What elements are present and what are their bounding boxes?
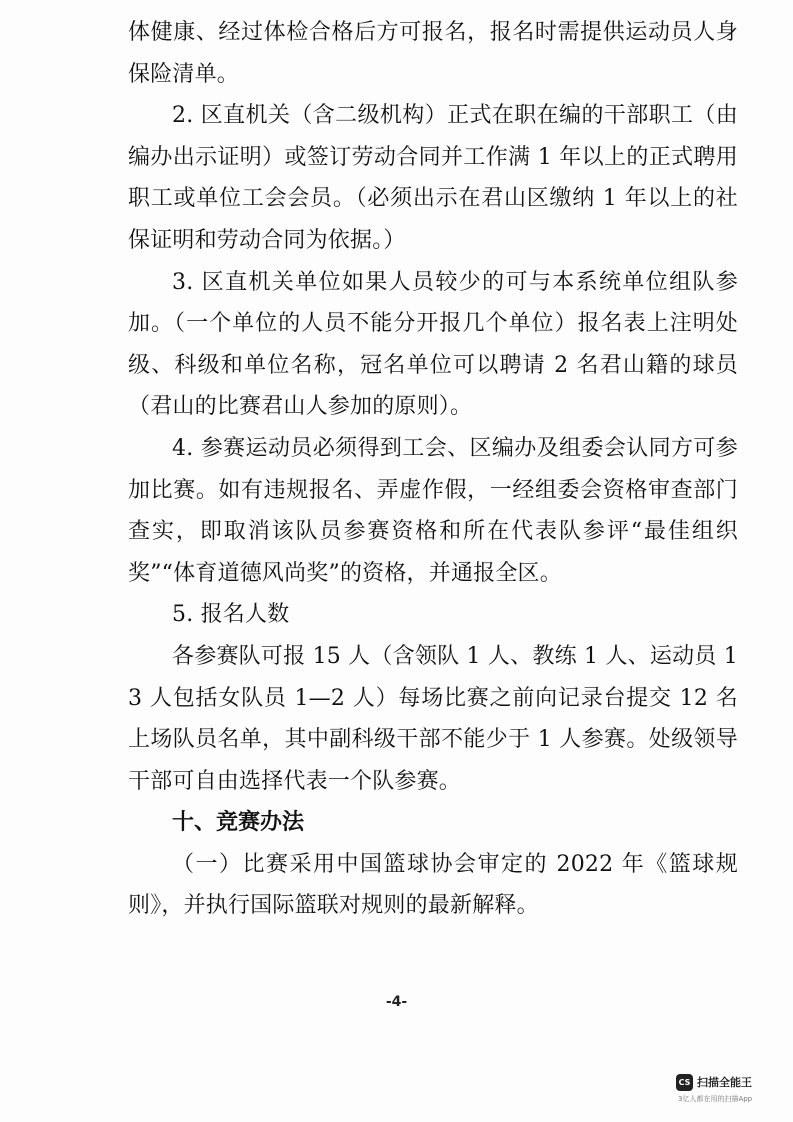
paragraph-registration-count: 各参赛队可报 15 人（含领队 1 人、教练 1 人、运动员 13 人包括女队员 1—2 人）每场比赛之前向记录台提交 12 名上场队员名单，其中副科级干部不能少于 1 人参赛。处级领导干部可自由选择代表一个队参赛。 <box>128 643 738 794</box>
camscanner-logo-icon: CS <box>676 1074 693 1091</box>
document-body <box>128 12 738 927</box>
paragraph-item-4: 4. 参赛运动员必须得到工会、区编办及组委会认同方可参加比赛。如有违规报名、弄虚作假，一经组委会资格审查部门查实，即取消该队员参赛资格和所在代表队参评“最佳组织奖”“体育道德风尚奖”的资格，并通报全区。 <box>128 435 738 586</box>
page-number: -4- <box>385 994 408 1010</box>
paragraph-competition-rules: （一）比赛采用中国篮球协会审定的 2022 年《篮球规则》，并执行国际篮联对规则的最新解释。 <box>128 851 738 919</box>
paragraph-item-5-title: 5. 报名人数 <box>172 602 290 628</box>
paragraph-item-3: 3. 区直机关单位如果人员较少的可与本系统单位组队参加。（一个单位的人员不能分开报几个单位）报名表上注明处级、科级和单位名称，冠名单位可以聘请 2 名君山籍的球员（君山的比赛君山人参加的原则）。 <box>128 269 738 420</box>
paragraph-continuation: 体健康、经过体检合格后方可报名，报名时需提供运动员人身保险清单。 <box>128 20 738 87</box>
scanner-watermark <box>676 1074 786 1112</box>
watermark-slogan: 3亿人都在用的扫描App <box>678 1095 753 1103</box>
watermark-brand: 扫描全能王 <box>697 1076 752 1089</box>
section-heading: 十、竞赛办法 <box>172 810 305 836</box>
paragraph-item-2: 2. 区直机关（含二级机构）正式在职在编的干部职工（由编办出示证明）或签订劳动合同并工作满 1 年以上的正式聘用职工或单位工会会员。（必须出示在君山区缴纳 1 年以上的社保证明和劳动合同为依据。） <box>128 103 738 253</box>
